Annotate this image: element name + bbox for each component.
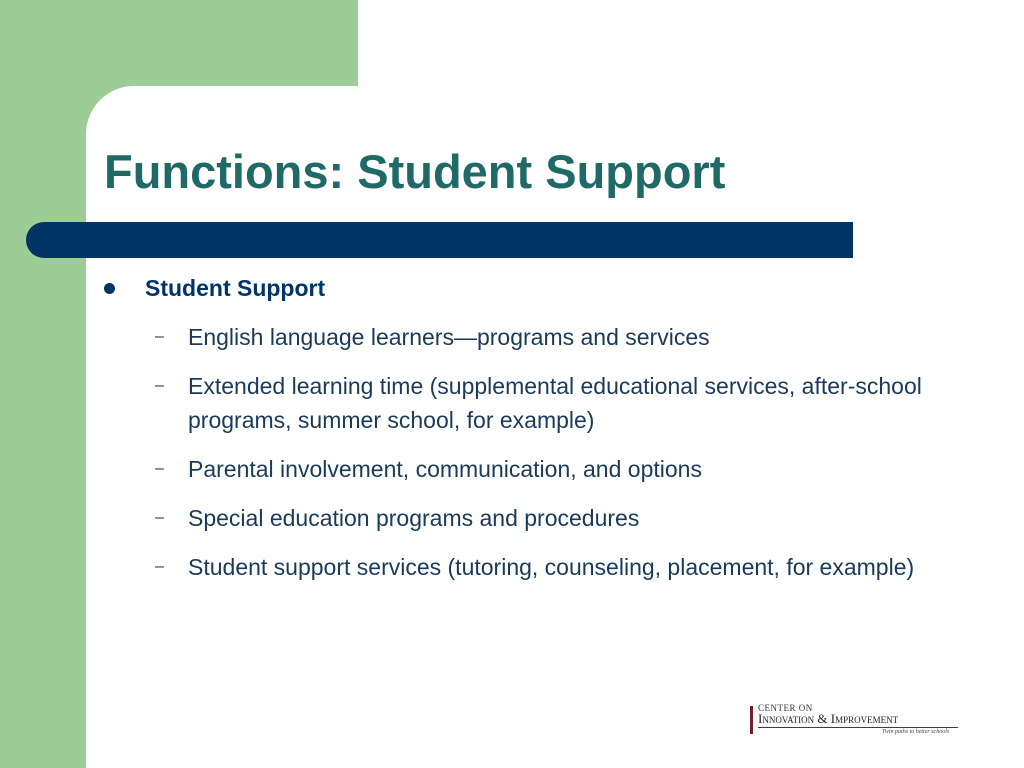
sub-bullet-text: English language learners—programs and services bbox=[188, 324, 710, 350]
logo-tagline: Twin paths to better schools bbox=[882, 729, 950, 735]
sub-bullet-item bbox=[155, 320, 955, 354]
bullet-dot-icon bbox=[104, 283, 115, 294]
sub-bullet-text: Special education programs and procedures bbox=[188, 505, 640, 531]
logo-rule bbox=[758, 727, 958, 728]
sub-bullet-text: Parental involvement, communication, and options bbox=[188, 456, 702, 482]
logo-accent-bar bbox=[750, 706, 753, 734]
sub-bullet-list bbox=[155, 320, 955, 599]
sub-bullet-text: Extended learning time (supplemental educational services, after-school programs, summer school, for example) bbox=[188, 373, 922, 433]
sub-bullet-item bbox=[155, 550, 955, 584]
dash-icon: – bbox=[155, 460, 164, 477]
sub-bullet-item bbox=[155, 369, 955, 437]
main-bullet-text: Student Support bbox=[145, 274, 326, 301]
dash-icon: – bbox=[155, 558, 164, 575]
logo-main-line: Innovation & Improvement bbox=[758, 711, 899, 726]
sub-bullet-item bbox=[155, 452, 955, 486]
title-underline-bar bbox=[26, 222, 853, 258]
center-logo bbox=[750, 700, 962, 740]
logo-top-line: CENTER ON bbox=[758, 703, 813, 713]
dash-icon: – bbox=[155, 377, 164, 394]
sub-bullet-item bbox=[155, 501, 955, 535]
slide-title: Functions: Student Support bbox=[104, 145, 726, 198]
dash-icon: – bbox=[155, 328, 164, 345]
sub-bullet-text: Student support services (tutoring, counseling, placement, for example) bbox=[188, 554, 915, 580]
main-bullet bbox=[102, 272, 325, 304]
dash-icon: – bbox=[155, 509, 164, 526]
